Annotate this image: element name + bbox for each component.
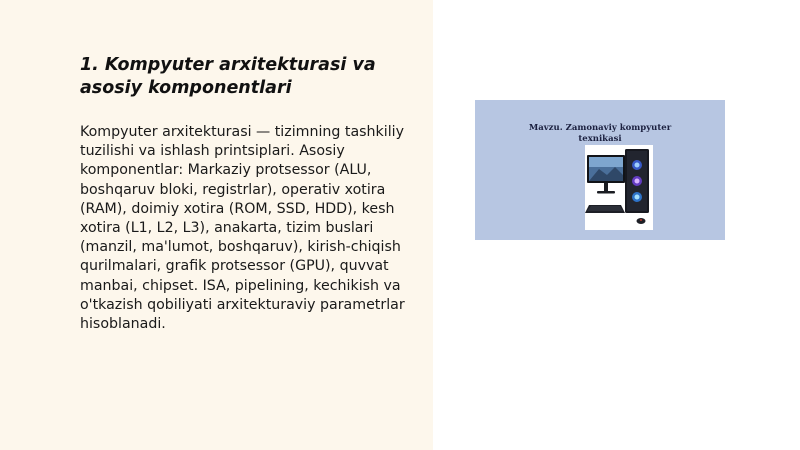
- slide-image: [475, 100, 725, 240]
- slide-title: 1. Kompyuter arxitekturasi va asosiy komponentlari: [80, 55, 376, 98]
- slide-body-text: Kompyuter arxitekturasi — tizimning tashkiliy tuzilishi va ishlash printsiplari. Asosiy komponentlar: Markaziy protsessor (ALU, boshqaruv bloki, registrlar), operativ xotira (RAM), doimiy xotira (ROM, SSD, HDD), kesh xotira (L1, L2, L3), anakarta, tizim buslari (manzil, ma'lumot, boshqaruv), kirish-chiqish qurilmalari, grafik protsessor (GPU), quvvat manbai, chipset. ISA, pipelining, kechikish va o'tkazish qobiliyati arxitekturaviy parametrlar hisoblanadi.: [80, 124, 405, 333]
- image-caption: Mavzu. Zamonaviy kompyuter texnikasi: [528, 123, 672, 144]
- desktop-computer-icon: [585, 145, 653, 230]
